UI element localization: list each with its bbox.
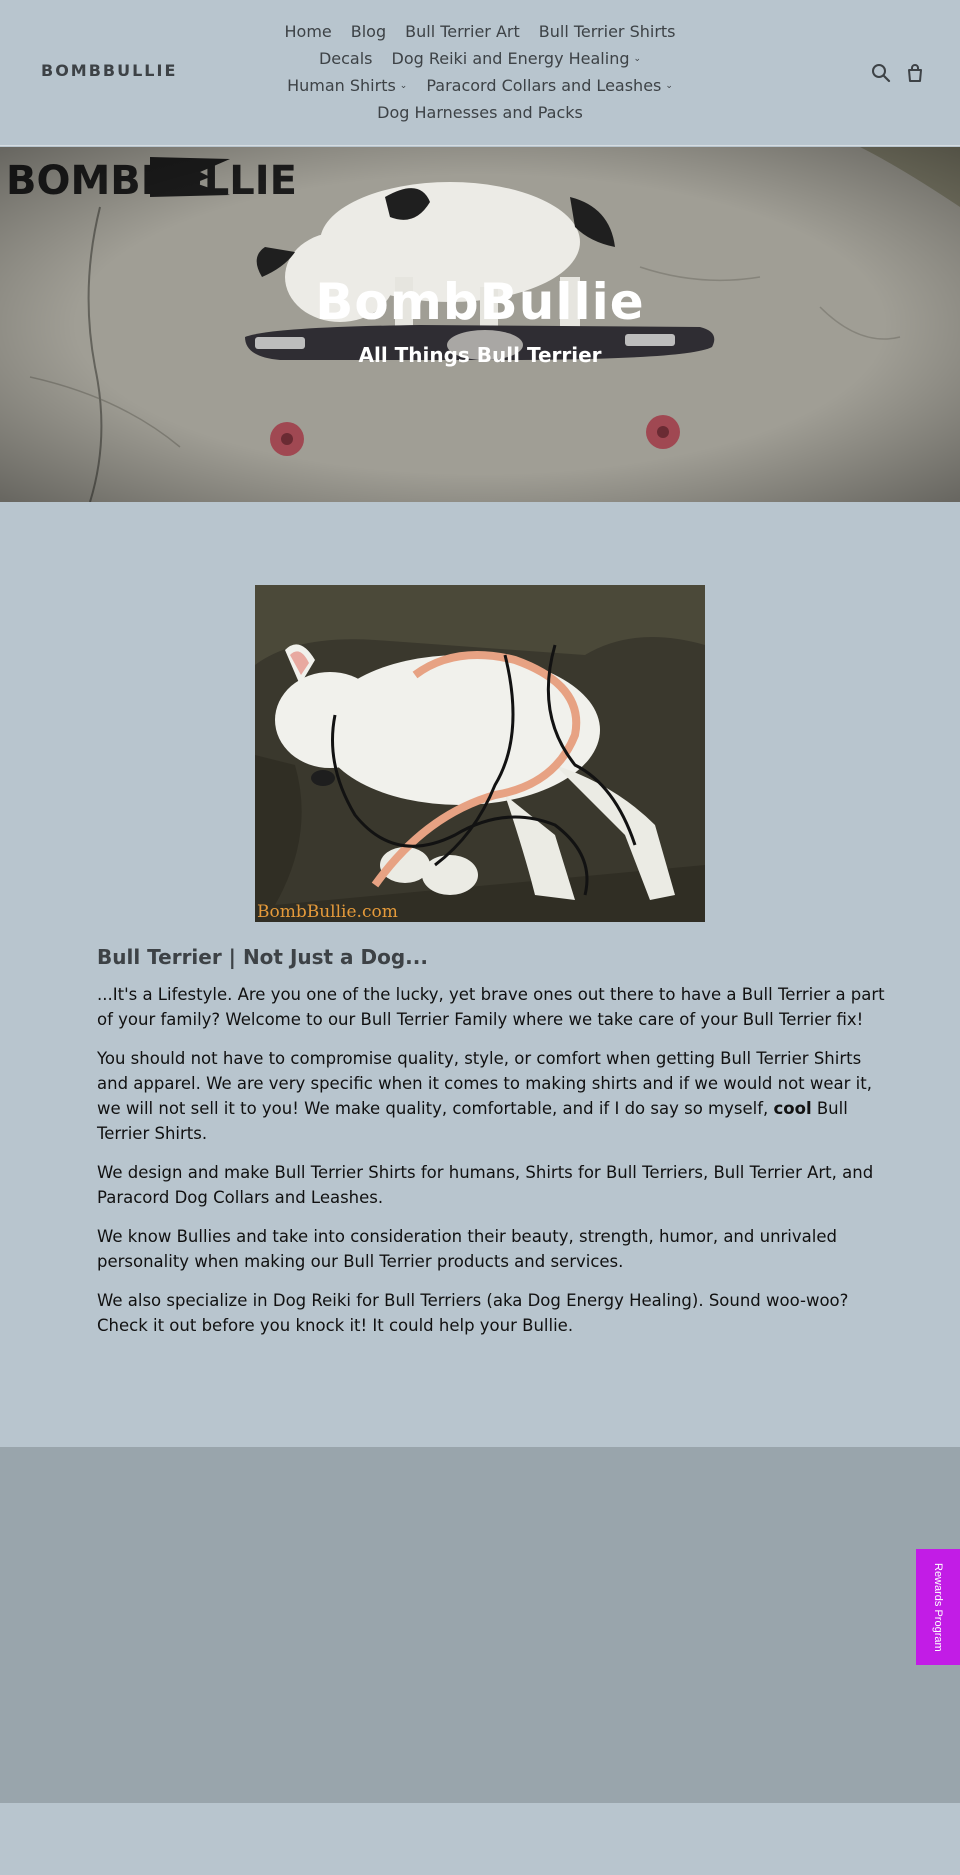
nav-item-human-shirts[interactable] bbox=[287, 76, 407, 95]
nav-label: Decals bbox=[318, 49, 373, 68]
paragraph-bullies: We know Bullies and take into consideration their beauty, strength, humor, and unrivaled personality when making our Bull Terrier products and services. bbox=[97, 1227, 837, 1271]
photo-caption: BombBullie.com bbox=[257, 902, 398, 922]
hero-banner bbox=[0, 147, 960, 502]
rewards-program-tab[interactable] bbox=[916, 1549, 960, 1665]
nav-row-4 bbox=[230, 99, 730, 126]
nav-item-paracord-collars[interactable] bbox=[426, 76, 673, 95]
nav-row-1 bbox=[230, 18, 730, 45]
paragraph-intro: ...It's a Lifestyle. Are you one of the lucky, yet brave ones out there to have a Bull Terrier a part of your family? Welcome to our Bull Terrier Family where we take care of your Bull Terrier fix! bbox=[97, 985, 885, 1029]
featured-photo bbox=[255, 585, 705, 922]
site-header bbox=[0, 0, 960, 146]
paragraph-reiki: We also specialize in Dog Reiki for Bull Terriers (aka Dog Energy Healing). Sound woo-woo? Check it out before you knock it! It could help your Bullie. bbox=[97, 1291, 849, 1335]
nav-label: Bull Terrier Art bbox=[405, 22, 520, 41]
nav-item-decals[interactable] bbox=[319, 49, 373, 68]
site-logo[interactable]: BOMBBULLIE bbox=[41, 61, 178, 80]
nav-item-dog-harnesses[interactable] bbox=[377, 103, 583, 122]
hero-title: BombBullie bbox=[315, 273, 645, 331]
nav-label: Bull Terrier Shirts bbox=[538, 22, 676, 41]
nav-item-dog-reiki[interactable] bbox=[392, 49, 642, 68]
site-footer bbox=[0, 1447, 960, 1803]
paragraph-bold-text: cool bbox=[773, 1099, 812, 1118]
section-heading: Bull Terrier | Not Just a Dog... bbox=[97, 945, 428, 969]
nav-label: Dog Harnesses and Packs bbox=[377, 103, 583, 122]
sleeping-dog-image bbox=[255, 585, 705, 922]
nav-row-3 bbox=[230, 72, 730, 99]
nav-label: Paracord Collars and Leashes bbox=[426, 76, 662, 95]
chevron-down-icon: ⌄ bbox=[633, 53, 642, 64]
cart-icon[interactable] bbox=[904, 62, 926, 84]
paragraph-quality bbox=[97, 1046, 890, 1146]
nav-item-blog[interactable] bbox=[351, 22, 386, 41]
nav-item-home[interactable] bbox=[285, 22, 332, 41]
main-content bbox=[97, 945, 890, 1352]
hero-subtitle: All Things Bull Terrier bbox=[358, 343, 602, 367]
nav-row-2 bbox=[230, 45, 730, 72]
nav-label: Blog bbox=[350, 22, 387, 41]
chevron-down-icon: ⌄ bbox=[399, 80, 408, 91]
main-nav bbox=[230, 18, 730, 126]
rewards-label: Rewards Program bbox=[932, 1562, 944, 1652]
paragraph-text: You should not have to compromise quality, style, or comfort when getting Bull Terrier Shirts and apparel. We are very specific when it comes to making shirts and if we would not wear it, we will not sell it to you! We make quality, comfortable, and if I do say so myself, bbox=[97, 1049, 872, 1118]
nav-label: Home bbox=[284, 22, 332, 41]
paragraph-text: Bull Terrier Shirts. bbox=[97, 1099, 848, 1143]
nav-label: Human Shirts bbox=[287, 76, 396, 95]
paragraph-products: We design and make Bull Terrier Shirts for humans, Shirts for Bull Terriers, Bull Terrier Art, and Paracord Dog Collars and Leashes. bbox=[97, 1163, 874, 1207]
search-icon[interactable] bbox=[870, 62, 892, 84]
chevron-down-icon: ⌄ bbox=[665, 80, 673, 91]
nav-item-bull-terrier-shirts[interactable] bbox=[539, 22, 676, 41]
nav-label: Dog Reiki and Energy Healing bbox=[391, 49, 630, 68]
nav-item-bull-terrier-art[interactable] bbox=[405, 22, 520, 41]
